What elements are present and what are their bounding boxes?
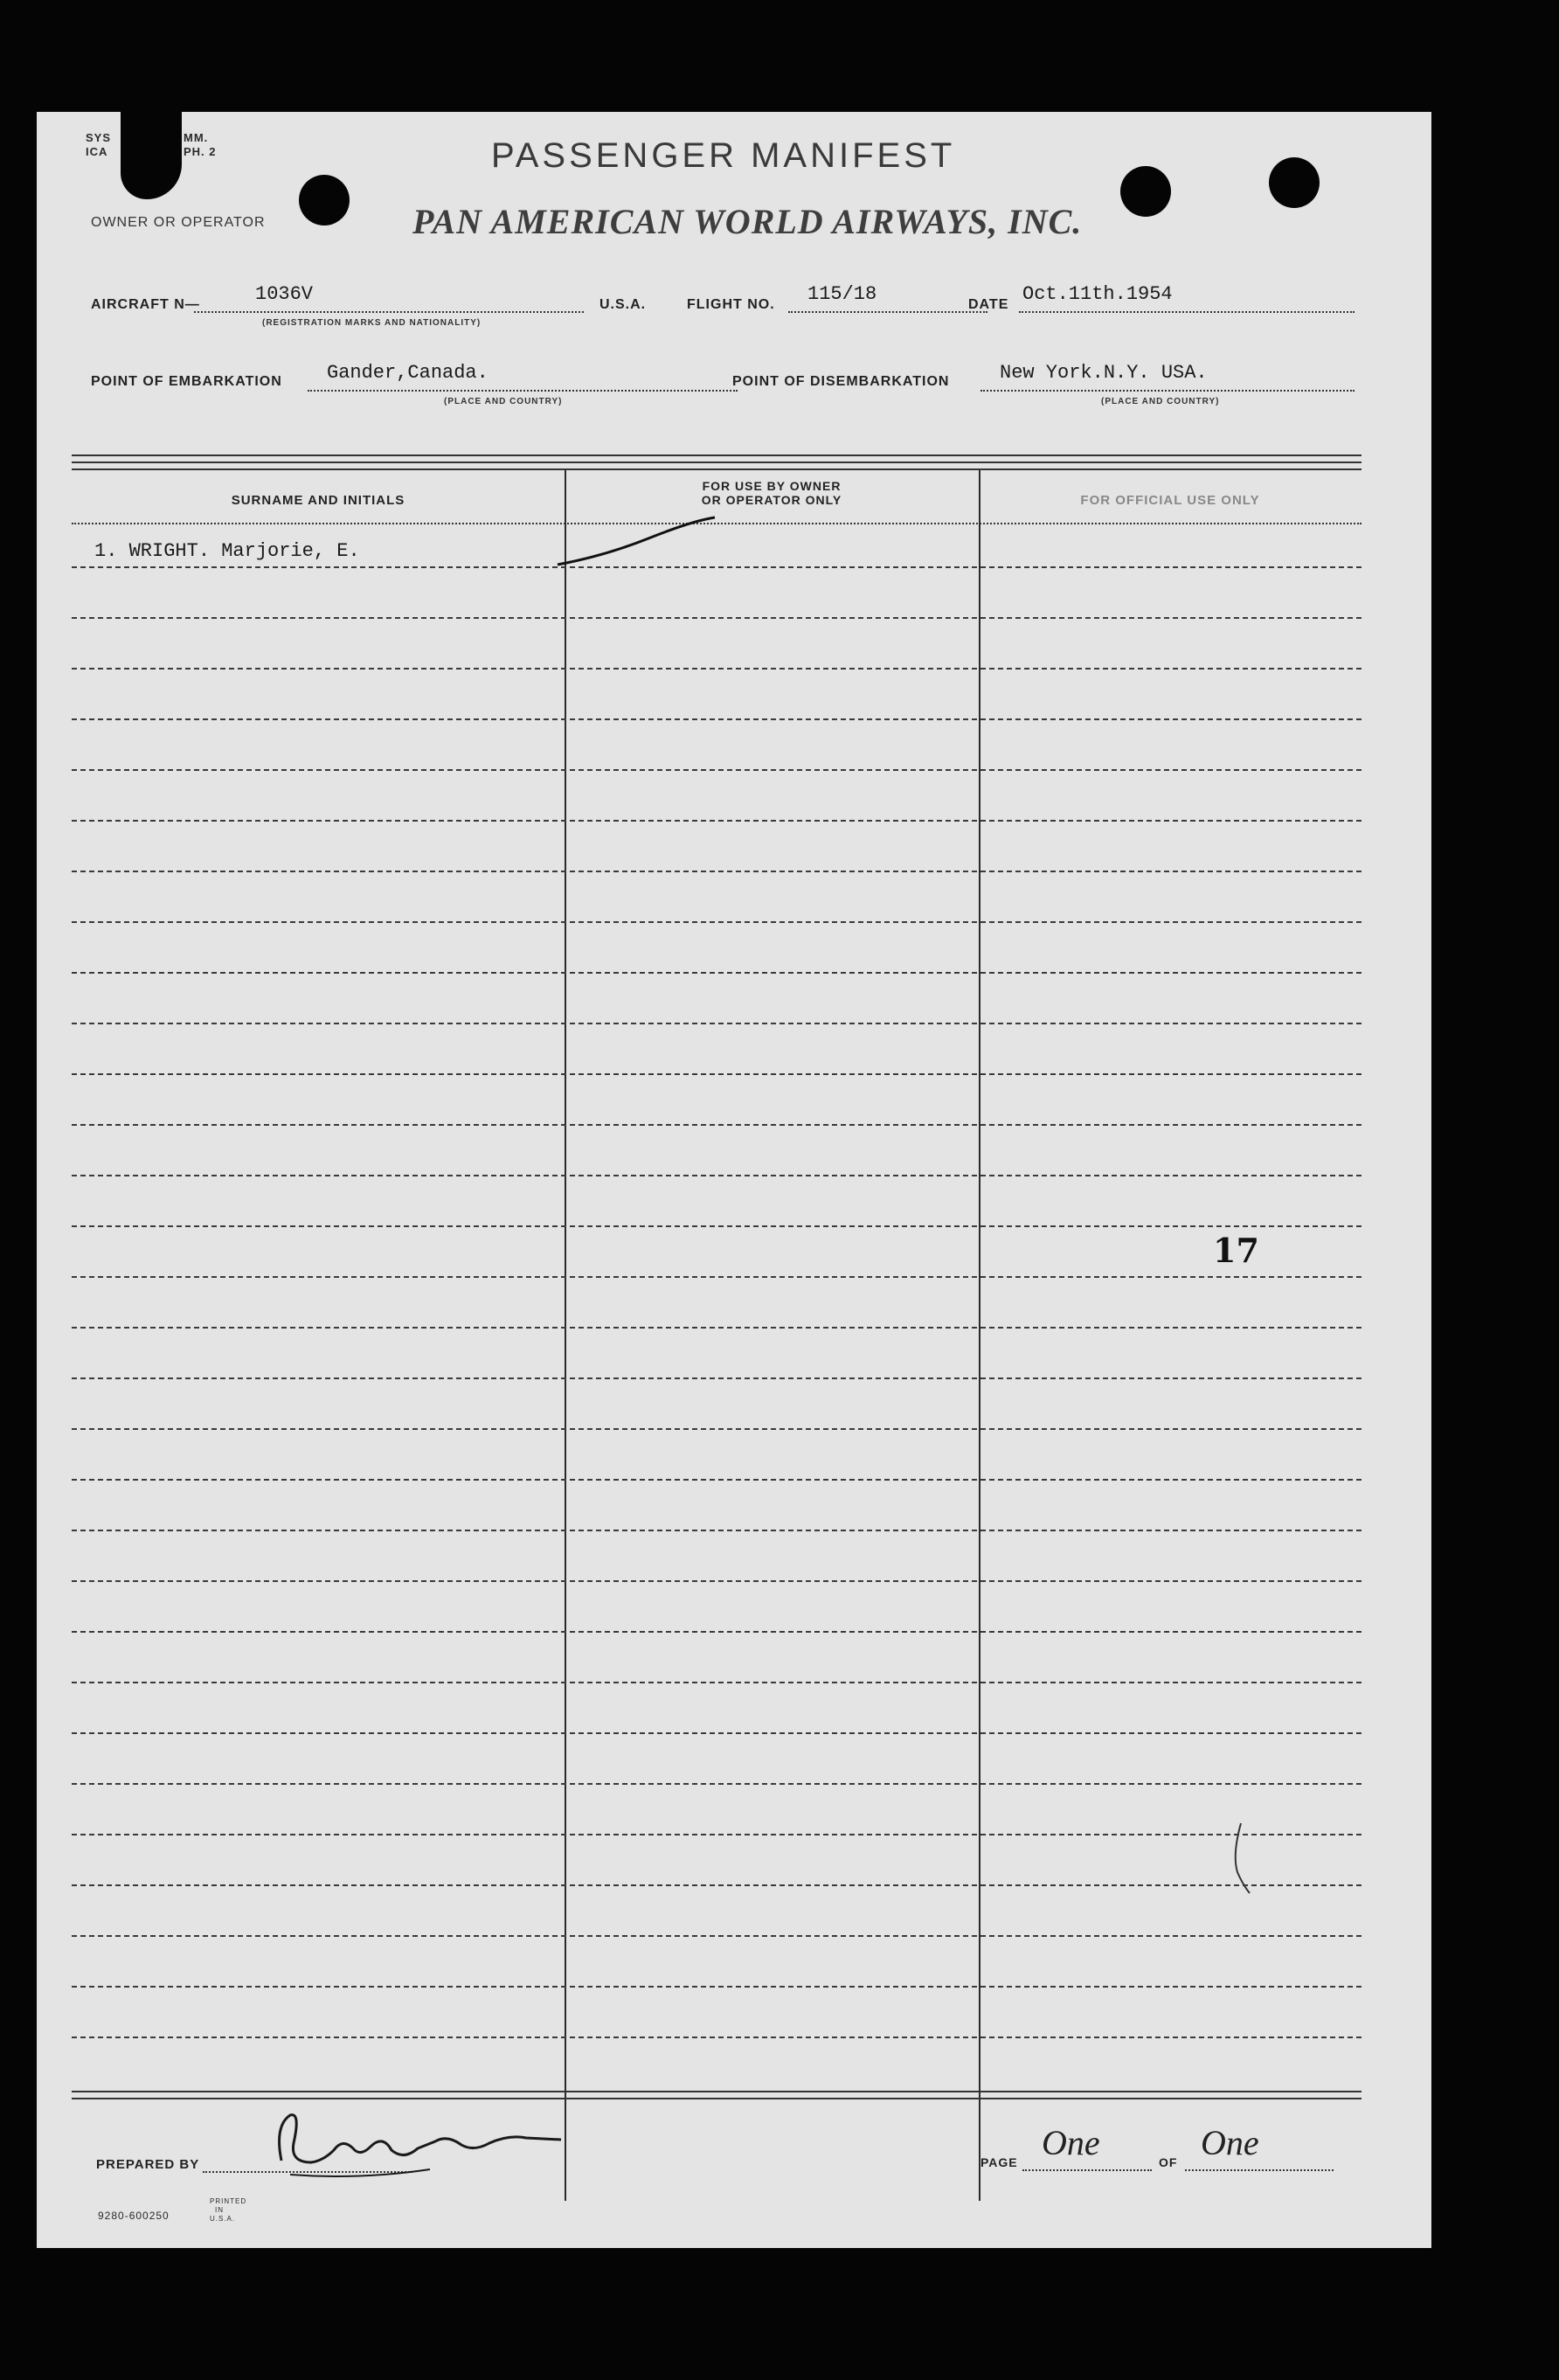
row-line <box>72 1783 1362 1785</box>
row-line <box>72 1225 1362 1227</box>
printed-label-2: IN <box>215 2206 224 2214</box>
embark-label: POINT OF EMBARKATION <box>91 374 282 389</box>
torn-corner <box>121 112 182 199</box>
header-owner-use-2: OR OPERATOR ONLY <box>701 493 842 507</box>
embark-underline <box>308 390 738 392</box>
of-label: OF <box>1159 2155 1178 2169</box>
of-underline <box>1185 2169 1334 2171</box>
row-line <box>72 1124 1362 1126</box>
corner-text-2: ICA <box>86 145 108 158</box>
printed-label-1: PRINTED <box>210 2197 247 2205</box>
row-line <box>72 1935 1362 1937</box>
row-line <box>72 1175 1362 1176</box>
corner-text-1: SYS <box>86 131 112 144</box>
punch-hole <box>299 175 350 226</box>
row-line <box>72 1023 1362 1024</box>
disembark-value: New York.N.Y. USA. <box>1000 362 1208 384</box>
row-line <box>72 617 1362 619</box>
row-line <box>72 1580 1362 1582</box>
embark-sub: (PLACE AND COUNTRY) <box>444 397 563 406</box>
embark-value: Gander,Canada. <box>327 362 488 384</box>
row-line <box>72 1631 1362 1633</box>
of-value: One <box>1201 2123 1259 2162</box>
corner-text-3: MM. <box>184 131 209 144</box>
date-underline <box>1019 311 1355 313</box>
manifest-sheet <box>37 112 1431 2248</box>
header-surname: SURNAME AND INITIALS <box>231 493 405 508</box>
printed-label-3: U.S.A. <box>210 2215 236 2223</box>
passenger-name: 1. WRIGHT. Marjorie, E. <box>94 540 360 562</box>
stamp-number: 17 <box>1213 1231 1259 1270</box>
row-line <box>72 769 1362 771</box>
row-line <box>72 668 1362 670</box>
table-top-rule <box>72 461 1362 463</box>
form-number: 9280-600250 <box>98 2210 170 2222</box>
column-divider <box>565 470 566 2201</box>
punch-hole <box>1120 166 1171 217</box>
row-line <box>72 820 1362 822</box>
header-owner-use-1: FOR USE BY OWNER <box>702 479 842 493</box>
row-line <box>72 1884 1362 1886</box>
row-line <box>72 1276 1362 1278</box>
flight-label: FLIGHT NO. <box>687 297 775 312</box>
row-line <box>72 1377 1362 1379</box>
pen-tick <box>1229 1820 1255 1898</box>
page-title: PASSENGER MANIFEST <box>491 136 956 175</box>
aircraft-sub: (REGISTRATION MARKS AND NATIONALITY) <box>262 318 482 328</box>
row-line <box>72 1327 1362 1329</box>
page-label: PAGE <box>980 2155 1018 2169</box>
page-value: One <box>1042 2123 1100 2162</box>
aircraft-label: AIRCRAFT N— <box>91 297 200 312</box>
row-line <box>72 718 1362 720</box>
punch-hole <box>1269 157 1320 208</box>
table-bottom-rule <box>72 2091 1362 2092</box>
header-official-use: FOR OFFICIAL USE ONLY <box>1080 493 1260 508</box>
owner-label: OWNER OR OPERATOR <box>91 215 266 230</box>
row-line <box>72 921 1362 923</box>
row-line <box>72 1682 1362 1683</box>
usa-label: U.S.A. <box>599 297 647 312</box>
row-line <box>72 1986 1362 1988</box>
row-line <box>72 1479 1362 1481</box>
table-top-rule <box>72 454 1362 456</box>
disembark-sub: (PLACE AND COUNTRY) <box>1101 397 1220 406</box>
pen-mark <box>552 507 727 577</box>
row-line <box>72 1732 1362 1734</box>
flight-underline <box>788 311 987 313</box>
row-line <box>72 2037 1362 2038</box>
row-line <box>72 1530 1362 1531</box>
aircraft-underline <box>194 311 584 313</box>
row-line <box>72 1428 1362 1430</box>
prepared-label: PREPARED BY <box>96 2157 200 2172</box>
disembark-label: POINT OF DISEMBARKATION <box>732 374 950 389</box>
row-line <box>72 1073 1362 1075</box>
date-label: DATE <box>968 297 1009 312</box>
row-line <box>72 1834 1362 1835</box>
date-value: Oct.11th.1954 <box>1022 283 1173 305</box>
column-divider <box>979 470 980 2201</box>
corner-text-4: PH. 2 <box>184 145 217 158</box>
table-top-rule <box>72 468 1362 470</box>
row-line <box>72 871 1362 872</box>
disembark-underline <box>980 390 1355 392</box>
flight-value: 115/18 <box>807 283 877 305</box>
signature <box>255 2099 605 2187</box>
aircraft-value: 1036V <box>255 283 314 305</box>
page-underline <box>1022 2169 1152 2171</box>
row-line <box>72 972 1362 974</box>
company-name: PAN AMERICAN WORLD AIRWAYS, INC. <box>412 202 1083 241</box>
